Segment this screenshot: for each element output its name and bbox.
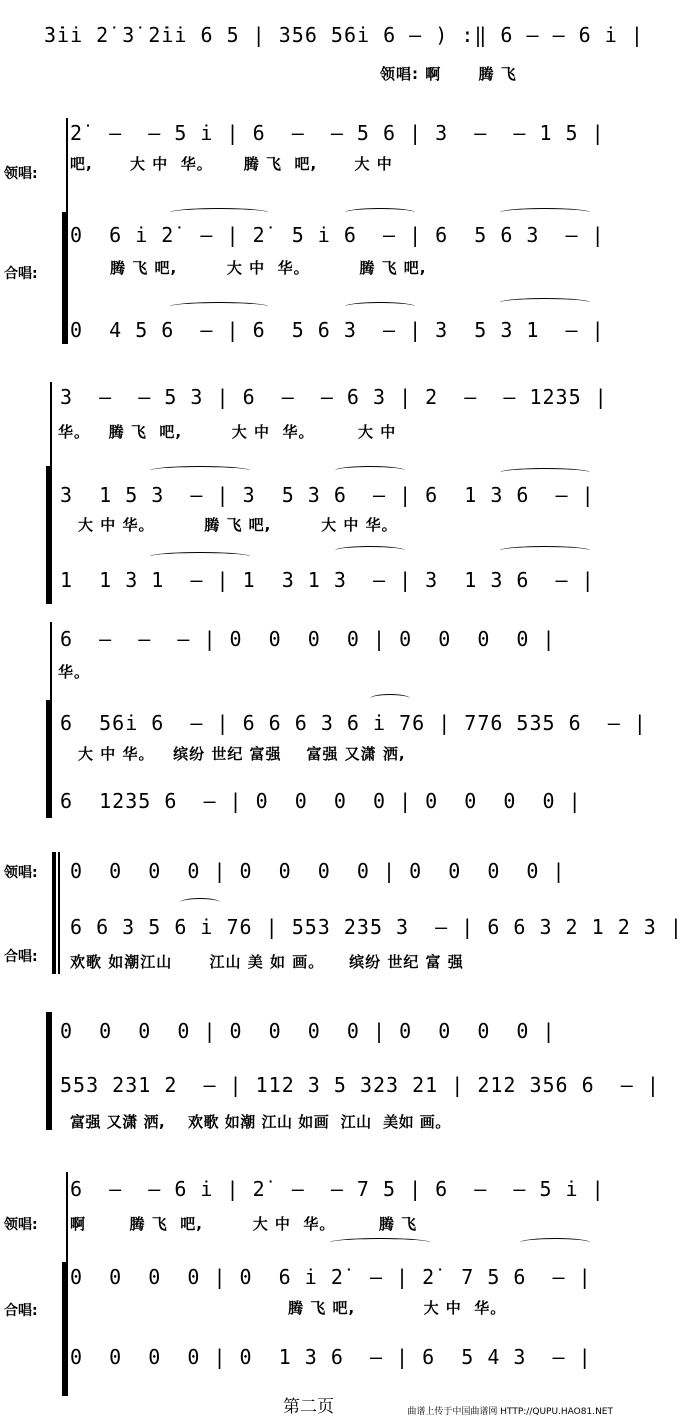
page-number: 第二页: [283, 1397, 334, 1417]
slur: [330, 1238, 430, 1247]
slur: [500, 208, 590, 217]
intro-lyrics: 领唱: 啊 腾 飞: [380, 65, 517, 83]
system-line: [66, 118, 68, 344]
chorus1-lyrics: 大 中 华。 腾 飞 吧, 大 中 华。: [78, 516, 398, 534]
slur: [520, 1238, 590, 1247]
slur: [170, 302, 268, 311]
slur: [345, 302, 415, 311]
chorus-bracket: [46, 466, 50, 604]
system-line: [50, 382, 52, 604]
bracket: [46, 1012, 50, 1130]
slur: [335, 466, 405, 475]
lead-lyrics: 华。: [58, 663, 91, 681]
chorus1-lyrics: 腾 飞 吧, 大 中 华。 腾 飞 吧,: [110, 259, 427, 277]
chorus1-notes: 6 56i̇ 6 – | 6 6 6 3 6 i̇ 76 | 776 535 6 – |: [60, 711, 647, 735]
chorus1-lyrics: 腾 飞 吧, 大 中 华。: [288, 1299, 507, 1317]
chorus2-notes: 1 1 3 1 – | 1 3 1 3 – | 3 1 3 6 – |: [60, 568, 595, 592]
chorus-lyrics: 富强 又潇 洒, 欢歌 如潮 江山 如画 江山 美如 画。: [70, 1113, 451, 1131]
lead-lyrics: 华。 腾 飞 吧, 大 中 华。 大 中: [58, 423, 397, 441]
bracket: [52, 852, 56, 974]
lead-lyrics: 吧, 大 中 华。 腾 飞 吧, 大 中: [70, 155, 393, 173]
chorus2-notes: 0 0 0 0 | 0 1 3 6 – | 6 5 4 3 – |: [70, 1345, 592, 1369]
chorus-label: 合唱:: [4, 1303, 38, 1319]
chorus2-notes: 6 1235 6 – | 0 0 0 0 | 0 0 0 0 |: [60, 789, 582, 813]
lead-label: 领唱:: [4, 865, 38, 881]
chorus-bracket: [46, 700, 50, 818]
slur: [335, 546, 405, 555]
slur: [150, 552, 250, 561]
slur: [150, 466, 250, 475]
chorus1-notes: 0 6 i̇ 2̇ – | 2̇ 5 i̇ 6 – | 6 5 6 3 – |: [70, 223, 605, 247]
system-line: [50, 622, 52, 818]
chorus1-notes: 3 1 5 3 – | 3 5 3 6 – | 6 1 3 6 – |: [60, 483, 595, 507]
slur: [180, 898, 220, 907]
lead-notes: 6 – – 6 i̇ | 2̇ – – 7 5 | 6 – – 5 i̇ |: [70, 1177, 605, 1201]
slur: [500, 298, 590, 307]
chorus1-notes: 0 0 0 0 | 0 6 i̇ 2̇ – | 2̇ 7 5 6 – |: [70, 1265, 592, 1289]
chorus1-lyrics: 大 中 华。 缤纷 世纪 富强 富强 又潇 洒,: [78, 745, 406, 763]
chorus-lyrics: 欢歌 如潮江山 江山 美 如 画。 缤纷 世纪 富 强: [70, 953, 464, 971]
lead-notes: 0 0 0 0 | 0 0 0 0 | 0 0 0 0 |: [70, 859, 566, 883]
slur: [345, 208, 415, 217]
chorus-notes: 553 231 2 – | 112 3 5 323 21 | 212 356 6 – |: [60, 1073, 660, 1097]
slur: [370, 694, 410, 703]
slur: [500, 546, 590, 555]
chorus-label: 合唱:: [4, 949, 38, 965]
chorus2-notes: 0 4 5 6 – | 6 5 6 3 – | 3 5 3 1 – |: [70, 318, 605, 342]
system-line: [58, 852, 60, 974]
slur: [170, 208, 268, 217]
lead-notes: 0 0 0 0 | 0 0 0 0 | 0 0 0 0 |: [60, 1019, 556, 1043]
intro-notes: 3̇i̇i̇ 2̇ 3̇ 2̇i̇i̇ 6 5 | 356 56i̇ 6 – ) :‖ 6 – – 6 i̇ |: [44, 23, 644, 47]
site-credit: 曲谱上传于中国曲谱网 HTTP://QUPU.HAO81.NET: [407, 1407, 613, 1417]
chorus-notes: 6 6 3 5 6 i̇ 76 | 553 235 3 – | 6 6 3 2 1 2 3 |: [70, 915, 683, 939]
lead-label: 领唱:: [4, 166, 38, 182]
chorus-label: 合唱:: [4, 266, 38, 282]
slur: [500, 468, 590, 477]
lead-lyrics: 啊 腾 飞 吧, 大 中 华。 腾 飞: [70, 1215, 418, 1233]
lead-notes: 6 – – – | 0 0 0 0 | 0 0 0 0 |: [60, 627, 556, 651]
lead-label: 领唱:: [4, 1217, 38, 1233]
lead-notes: 2̇ – – 5 i̇ | 6 – – 5 6 | 3 – – 1 5 |: [70, 121, 605, 145]
system-line: [66, 1172, 68, 1396]
chorus-bracket: [62, 212, 66, 344]
chorus-bracket: [62, 1262, 66, 1396]
system-line: [50, 1012, 52, 1130]
lead-notes: 3 – – 5 3 | 6 – – 6 3 | 2 – – 1235 |: [60, 385, 608, 409]
